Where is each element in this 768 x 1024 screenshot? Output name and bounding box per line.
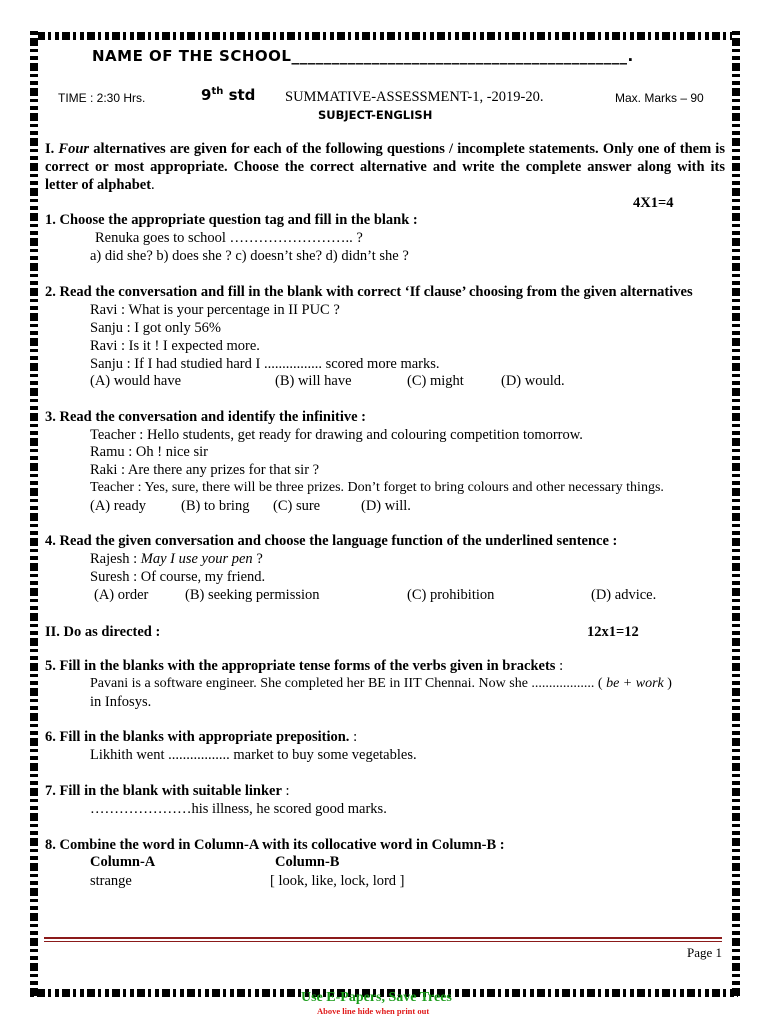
- section1-instructions: [45, 140, 725, 194]
- section1-marks: 4X1=4: [633, 195, 674, 211]
- exam-time: TIME : 2:30 Hrs.: [58, 91, 146, 105]
- q5-line1-text: Pavani is a software engineer. She completed her BE in IIT Chennai. Now she .................. (: [90, 676, 607, 691]
- q1-options: a) did she? b) does she ? c) doesn’t she? d) didn’t she ?: [90, 248, 409, 264]
- q4-title: 4. Read the given conversation and choose the language function of the underlined sentence :: [45, 533, 618, 549]
- q1-sentence: Renuka goes to school …………………….. ?: [95, 230, 363, 246]
- q3-option-b: (B) to bring: [181, 498, 250, 514]
- section1-four: Four: [58, 141, 90, 157]
- q2-line2: Sanju : I got only 56%: [90, 320, 221, 336]
- max-marks: Max. Marks – 90: [615, 91, 704, 105]
- q3-title: 3. Read the conversation and identify the infinitive :: [45, 409, 367, 425]
- q8-column-a-header: Column-A: [90, 854, 156, 870]
- q4-line2: Suresh : Of course, my friend.: [90, 569, 266, 585]
- section1-roman: I.: [45, 141, 59, 157]
- std-word: std: [223, 86, 256, 104]
- q4-option-d: (D) advice.: [591, 587, 657, 603]
- q3-line4: Teacher : Yes, sure, there will be three prizes. Don’t forget to bring colours and other necessary things.: [90, 480, 664, 495]
- q2-line3: Ravi : Is it ! I expected more.: [90, 338, 260, 354]
- q3-option-c: (C) sure: [273, 498, 321, 514]
- q5-verb-hint: be + work: [606, 676, 664, 691]
- footer-slogan: Use E-Papers, Save Trees: [301, 990, 452, 1005]
- q6-colon: :: [349, 729, 358, 745]
- q3-option-a: (A) ready: [90, 498, 146, 514]
- q7-title-line: [45, 783, 290, 800]
- q7-colon: :: [281, 783, 290, 799]
- page-border-right: [732, 31, 740, 996]
- q8-column-b-header: Column-B: [275, 854, 340, 870]
- section2-title: II. Do as directed :: [45, 624, 161, 640]
- q4-option-b: (B) seeking permission: [185, 587, 320, 603]
- school-name-blank: __________________________________________.: [291, 47, 634, 65]
- page-border-top: [30, 31, 738, 41]
- section2-marks: 12x1=12: [587, 624, 639, 640]
- q2-option-b: (B) will have: [275, 373, 352, 389]
- footer-note: Above line hide when print out: [317, 1006, 430, 1016]
- footer-rule-thin: [44, 941, 722, 942]
- std-number: 9: [201, 86, 212, 104]
- school-name-line: [92, 47, 634, 65]
- q3-line3: Raki : Are there any prizes for that sir ?: [90, 462, 320, 478]
- q1-title: 1. Choose the appropriate question tag and fill in the blank :: [45, 212, 418, 228]
- q2-option-c: (C) might: [407, 373, 464, 389]
- q5-title: 5. Fill in the blanks with the appropriate tense forms of the verbs given in brackets: [45, 658, 556, 674]
- q5-line1-end: ): [663, 676, 672, 691]
- q2-option-d: (D) would.: [501, 373, 565, 389]
- q3-line1: Teacher : Hello students, get ready for drawing and colouring competition tomorrow.: [90, 427, 583, 443]
- section1-instruction-text: alternatives are given for each of the following questions / incomplete statements. Only one of them is correct or most appropriate. Choose the correct alternative and write the complete answer along with its letter of alphabet: [45, 141, 725, 193]
- q8-options: [ look, like, lock, lord ]: [270, 873, 405, 889]
- q2-option-a: (A) would have: [90, 373, 182, 389]
- q7-line1: …………………his illness, he scored good marks.: [90, 801, 387, 817]
- section1-period: .: [151, 177, 155, 193]
- q5-title-line: [45, 658, 563, 675]
- q6-title-line: [45, 729, 357, 746]
- page-border-left: [30, 31, 38, 996]
- subject-title: SUBJECT-ENGLISH: [318, 108, 433, 122]
- q5-line1: [90, 676, 672, 692]
- q2-line4: Sanju : If I had studied hard I ................ scored more marks.: [90, 356, 440, 372]
- q6-line1: Likhith went ................. market to buy some vegetables.: [90, 747, 417, 763]
- q8-title: 8. Combine the word in Column-A with its collocative word in Column-B :: [45, 837, 505, 853]
- std-superscript: th: [211, 86, 224, 97]
- q2-title: 2. Read the conversation and fill in the blank with correct ‘If clause’ choosing from the given alternatives: [45, 284, 693, 300]
- q4-speaker: Rajesh :: [90, 551, 141, 567]
- q2-line1: Ravi : What is your percentage in II PUC ?: [90, 302, 340, 318]
- q4-line1-end: ?: [252, 551, 263, 567]
- q3-option-d: (D) will.: [361, 498, 411, 514]
- school-name: NAME OF THE SCHOOL: [92, 47, 292, 65]
- q4-option-a: (A) order: [94, 587, 149, 603]
- class-standard: [201, 86, 255, 104]
- q7-title: 7. Fill in the blank with suitable linker: [45, 783, 282, 799]
- q4-line1: [90, 551, 263, 568]
- q5-colon: :: [555, 658, 564, 674]
- page-number: Page 1: [686, 945, 722, 960]
- footer-rule-thick: [44, 937, 722, 939]
- q8-word: strange: [90, 873, 132, 889]
- q5-line2: in Infosys.: [90, 694, 152, 710]
- assessment-title: SUMMATIVE-ASSESSMENT-1, -2019-20.: [285, 89, 544, 105]
- q3-line2: Ramu : Oh ! nice sir: [90, 444, 208, 460]
- q4-option-c: (C) prohibition: [407, 587, 495, 603]
- q6-title: 6. Fill in the blanks with appropriate preposition.: [45, 729, 350, 745]
- q4-underlined-sentence: May I use your pen: [140, 551, 253, 567]
